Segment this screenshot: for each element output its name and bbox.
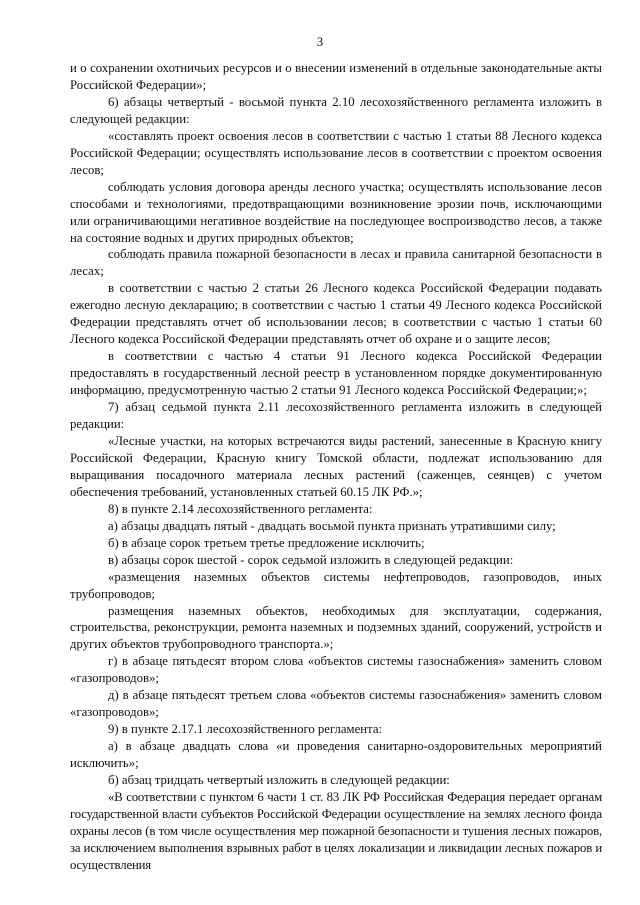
paragraph: 6) абзацы четвертый - восьмой пункта 2.10 лесохозяйственного регламента изложить в следующей редакции:	[70, 94, 602, 126]
paragraph: д) в абзаце пятьдесят третьем слова «объектов системы газоснабжения» заменить словом «газопроводов»;	[70, 688, 602, 720]
paragraph: а) абзацы двадцать пятый - двадцать восьмой пункта признать утратившими силу;	[108, 518, 556, 533]
paragraph: в) абзацы сорок шестой - сорок седьмой изложить в следующей редакции:	[108, 552, 514, 567]
paragraph: в соответствии с частью 2 статьи 26 Лесного кодекса Российской Федерации подавать ежегодно лесную декларацию; в соответствии с частью 1 статьи 49 Лесного кодекса Российской Федерации представлять отчет об использовании лесов; в соответствии с частью 1 статьи 60 Лесного кодекса Российской Федерации представлять отчет об охране и о защите лесов;	[70, 281, 602, 347]
paragraph: «размещения наземных объектов системы нефтепроводов, газопроводов, иных трубопроводов;	[70, 569, 602, 601]
paragraph: б) абзац тридцать четвертый изложить в следующей редакции:	[108, 773, 450, 788]
paragraph: в соответствии с частью 4 статьи 91 Лесного кодекса Российской Федерации предоставлять в государственный лесной реестр в установленном порядке документированную информацию, предусмотренную частью 2 статьи 91 Лесного кодекса Российской Федерации;»;	[70, 349, 602, 398]
paragraph: «Лесные участки, на которых встречаются виды растений, занесенные в Красную книгу Российской Федерации, Красную книгу Томской области, подлежат использованию для выращивания посадочного материала лесных растений (саженцев, сеянцев) с учетом обеспечения требований, установленных статьей 60.15 ЛК РФ.»;	[70, 433, 602, 499]
paragraph: 9) в пункте 2.17.1 лесохозяйственного регламента:	[108, 722, 383, 737]
paragraph: б) в абзаце сорок третьем третье предложение исключить;	[108, 535, 425, 550]
document-body	[70, 60, 602, 874]
paragraph: соблюдать условия договора аренды лесного участка; осуществлять использование лесов способами и технологиями, предотвращающими возникновение эрозии почв, исключающими или ограничивающими негативное воздействие на последующее воспроизводство лесов, а также на состояние водных и других природных объектов;	[70, 179, 602, 245]
paragraph: соблюдать правила пожарной безопасности в лесах и правила санитарной безопасности в лесах;	[70, 247, 602, 279]
paragraph: и о сохранении охотничьих ресурсов и о внесении изменений в отдельные законодательные акты Российской Федерации»;	[70, 61, 602, 92]
paragraph: размещения наземных объектов, необходимых для эксплуатации, содержания, строительства, реконструкции, ремонта наземных и подземных зданий, сооружений, устройств и других объектов трубопроводного транспорта.»;	[70, 603, 602, 652]
page-number: 3	[316, 35, 324, 49]
paragraph: 8) в пункте 2.14 лесохозяйственного регламента:	[108, 501, 373, 516]
paragraph: 7) абзац седьмой пункта 2.11 лесохозяйственного регламента изложить в следующей редакции:	[70, 400, 602, 432]
paragraph: «составлять проект освоения лесов в соответствии с частью 1 статьи 88 Лесного кодекса Российской Федерации; осуществлять использование лесов в соответствии с проектом освоения лесов;	[70, 128, 602, 177]
paragraph: «В соответствии с пунктом 6 части 1 ст. 83 ЛК РФ Российская Федерация передает органам государственной власти субъектов Российской Федерации осуществление на землях лесного фонда охраны лесов (в том числе осуществления мер пожарной безопасности и тушения лесных пожаров, за исключением выполнения взрывных работ в целях локализации и ликвидации лесных пожаров и осуществления	[70, 789, 602, 872]
paragraph: а) в абзаце двадцать слова «и проведения санитарно-оздоровительных мероприятий исключить»;	[70, 739, 602, 771]
paragraph: г) в абзаце пятьдесят втором слова «объектов системы газоснабжения» заменить словом «газопроводов»;	[70, 654, 602, 686]
